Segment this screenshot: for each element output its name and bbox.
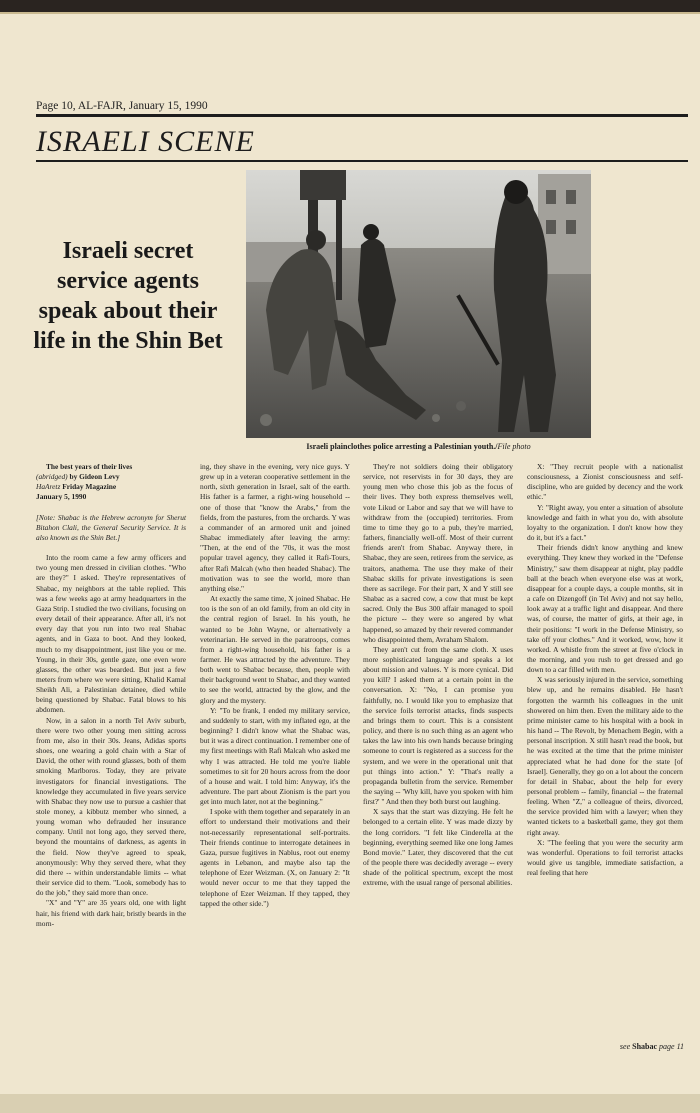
top-rule bbox=[36, 114, 688, 117]
continued-reference bbox=[560, 1042, 684, 1051]
byline-paper: HaAretz bbox=[36, 482, 61, 492]
paragraph: X says that the start was dizzying. He felt he belonged to a certain elite. Y was made dizzy by the long corridors. "I felt like Cinderella at the beginning, everything seemed like one long James Bond movie." Later, they discovered that the cut of the people there was decidedly average -- every shade of the political spectrum, except the most extreme, with the usual range of personal abilities. bbox=[363, 807, 513, 888]
page-folio: Page 10, AL-FAJR, January 15, 1990 bbox=[36, 100, 208, 112]
paragraph: X was seriously injured in the service, something blew up, and he remains disabled. He hasn't forgotten the warmth his colleagues in the unit showered on him then. Even the military aide to the prime minister came to his hospital with a book in his hand -- The Revolt, by Menachem Begin, with a personal inscription. X still hasn't read the book, but he was excited at the time that the prime minister appreciated what he had done for the state [of Israel]. Generally, they go on a lot about the concern for detail in Shabac, about the help for every personal problem -- family, financial -- the fraternal feeling. When "Z," a colleague of theirs, divorced, the service provided him with a lawyer; when they wanted tickets to a basketball game, they got them right away. bbox=[527, 675, 683, 837]
paragraph: Y: "To be frank, I ended my military service, and suddenly to start, with my inflated ego, at the beginning? I didn't know what the Shabac was, but it was a direct continuation. I remember one of my first meetings with Rafi Malcah who asked me why I was attracted. He told me you're liable sometimes to sit for 20 hours across from the door of a house and wait. I told him: Anyway, it's the adventure. The part about Zionism is the part you get into much later, not at the beginning." bbox=[200, 705, 350, 807]
paragraph: Their friends didn't know anything and knew everything. They knew they worked in the "Defense Ministry," saw them disappear at night, play paddle ball at the beach when everyone else was at work, disappear for a couple days, a couple months, sit in a cafe on Dizengoff (in Tel Aviv) and not say hello, look away at a traffic light and disappear. And there was, of course, the matter of girls, at their age, in their positions: "I work in the Defense Ministry, so take off your clothes." And it worked, wow, how it worked. A whistle from the street at five o'clock in the morning, and you rush to get dressed and go down to a car filled with men. bbox=[527, 543, 683, 675]
paragraph: Into the room came a few army officers and two young men dressed in civilian clothes. "Who are they?" I asked. They're representatives of Shabac, my neighbors at the table replied. This was a few weeks ago at army headquarters in the Gaza Strip. I studied the two civilians, focusing on every detail of their appearance. After all, it's not every day that you run into two real Shabac agents, and in Gaza to boot. And they looked, much to my disappointment, just like you or me. Young, in their 30s, gentle gaze, one even wore glasses, the other was bearded. But just a few meters from where we were sitting, Khalid Kamal Sheikh Ali, a Palestinian detainee, died while being questioned by Shabac. Fatal blows to his abdomen. bbox=[36, 553, 186, 715]
paragraph: They aren't cut from the same cloth. X uses more sophisticated language and speaks a lot about mission and values. Y is more cynical. Did you kill? I asked them at a certain point in the conversation. X: "No, I can promise you faithfully, no. I would like you to emphasize that the service foils terrorist attacks, finds suspects and brings them to court. This is a consistent policy, and there is no such thing as an agent who takes the law into his own hands because bringing someone to court is registered as a success for the system, and we were in the operational unit that put things into action." Y: "That's really a propaganda bulletin from the service. Remember the saying -- 'Why kill, have you spoken with him first?' " And then they both burst out laughing. bbox=[363, 644, 513, 807]
byline-magazine: Friday Magazine bbox=[62, 482, 117, 492]
article-column-3 bbox=[363, 462, 513, 889]
photo-illustration bbox=[246, 170, 591, 438]
editor-note: [Note: Shabac is the Hebrew acronym for Sherut Bitahon Clali, the General Security Service. It is also known as the Shin Bet.] bbox=[36, 512, 186, 542]
photo-credit: File photo bbox=[497, 442, 531, 451]
caption-text: Israeli plainclothes police arresting a Palestinian youth./ bbox=[306, 442, 498, 451]
photo-caption bbox=[246, 442, 591, 451]
article-column-2 bbox=[200, 462, 350, 909]
article-column-1 bbox=[36, 462, 186, 929]
continued-prefix: see bbox=[619, 1042, 631, 1051]
section-title: ISRAELI SCENE bbox=[36, 125, 255, 158]
paragraph: X: "The feeling that you were the security arm was wonderful. Operations to foil terrorist attacks would give us tangible, immediate satisfaction, a real feeling that here bbox=[527, 837, 683, 878]
page-edge bbox=[0, 1094, 700, 1113]
paragraph: Y: "Right away, you enter a situation of absolute knowledge and faith in what you do, with absolute loyalty to the organization. I don't know how they do it, but it's a fact." bbox=[527, 502, 683, 543]
paragraph: ing, they shave in the evening, very nice guys. Y grew up in a veteran cooperative settlement in the north, sixth generation in Israel, salt of the earth. His father is a farmer, a right-wing household -- one of those that "know the Arabs," from the fields, from the pastures, from the orchards. Y was a commander of an armored unit and joined Shabac immediately after leaving the army: "Then, at the end of the '70s, it was the most popular travel agency, they called it Rafi-Tours, after Rafi Malcah (who then headed Shabac). The motivation was to see the world, more than anything else." bbox=[200, 462, 350, 593]
byline-date: January 5, 1990 bbox=[36, 492, 87, 502]
paragraph: "X" and "Y" are 35 years old, one with light hair, his friend with dark hair, bristly beards in the morn- bbox=[36, 898, 186, 928]
article-headline: Israeli secret service agents speak about their life in the Shin Bet bbox=[33, 238, 223, 354]
paragraph: They're not soldiers doing their obligatory service, not reservists in for 30 days, they are young men who chose this job as the focus of their lives. They both express themselves well, vote Likud or Labor and say that we will have to withdraw from the (occupied) territories. From time to time they go to a pub, they're married, fathers, financially well-off. Most of their current friends aren't from Shabac. Anyway there, in Shabac, they are seen, retirees from the service, as traitors, anathema. The use they make of their Shabac skills for private investigations is seen there as sacrilege. For their part, X and Y still see Shabac as a sacred cow, a cow that must be kept sacred. Only the Bus 300 affair managed to spoil the picture -- they were so angered by what happened, so amazed by their revered commander who disappointed them, Avraham Shalom. bbox=[363, 462, 513, 644]
paragraph: X: "They recruit people with a nationalist consciousness, a Zionist consciousness and self-discipline, who are guided by decency and the work ethic." bbox=[527, 462, 683, 502]
byline-abridged: (abridged) bbox=[36, 472, 68, 482]
byline bbox=[36, 462, 186, 503]
continued-page: page 11 bbox=[659, 1042, 684, 1051]
paragraph: At exactly the same time, X joined Shabac. He too is the son of an old family, from an old city in the central region of Israel. In his youth, he wanted to be John Wayne, or alternatively a veterinarian. He served in the paratroops, comes from a right-wing household, his father is a farmer. He was attracted by the adventure. They both went to Shabac because, then, people with their background went to Shabac, and they wanted to see the world, attracted by the glow, and the glory and the mystery. bbox=[200, 594, 350, 705]
byline-series: The best years of their lives bbox=[46, 462, 133, 471]
byline-author: by Gideon Levy bbox=[69, 472, 120, 482]
continued-name: Shabac bbox=[632, 1042, 658, 1051]
paragraph: I spoke with them together and separately in an effort to understand their motivations and their not-necessarily representational self-portraits. Their friends continue to interrogate detainees in Gaza, pursue fugitives in Nablus, root out enemy agents in Lebanon, and maybe also tap the telephone of Ezer Weizman. (X, on January 2: "It would never occur to me that they tapped the telephone of Ezer Weizman. If they tapped, they tapped the other side.") bbox=[200, 807, 350, 908]
article-column-4 bbox=[527, 462, 683, 878]
arrest-photo bbox=[246, 170, 591, 438]
newspaper-page bbox=[0, 12, 700, 1094]
title-rule bbox=[36, 160, 688, 162]
paragraph: Now, in a salon in a north Tel Aviv suburb, there were two other young men sitting across from me, also in their 30s. Jeans, Adidas sports shoes, one wearing a gold chain with a Star of David, the other with round glasses, both of them smoking Marlboros. Today, they are private investigators for financial investigations. The knowledge they accumulated in five years service with Shabac they now use to pursue a cashier that stole money, a kibbutz member who sinned, a young woman who defrauded her insurance company. Until not long ago, they served there, beyond the mountains of darkness, as agents in the field. Now they've agreed to speak, anonymously: Why they served there, what they did there -- within understandable limits -- what their service did to them. "Look, somebody has to do the job," they said more than once. bbox=[36, 715, 186, 898]
